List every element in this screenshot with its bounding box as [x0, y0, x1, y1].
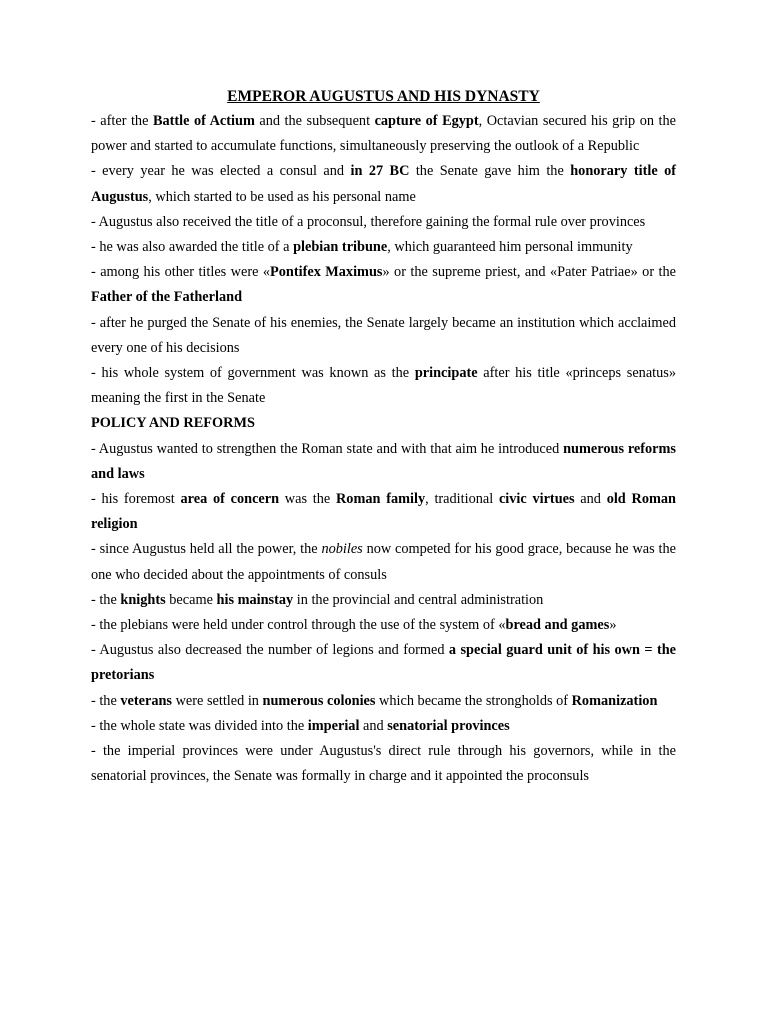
text-run: , which started to be used as his personal name — [148, 188, 416, 205]
document-page — [91, 84, 676, 789]
text-run: - Augustus wanted to strengthen the Roman state and with that aim he introduced — [91, 440, 564, 457]
text-run: - the plebians were held under control through the use of the system of « — [91, 617, 506, 634]
text-run: which became the strongholds of — [375, 692, 572, 709]
paragraph — [91, 311, 676, 361]
bold-text: bread and games — [505, 617, 610, 634]
bold-text: area of concern — [180, 491, 280, 508]
text-run: - his foremost — [91, 491, 181, 508]
bold-text: civic virtues — [498, 491, 575, 508]
text-run: was the — [279, 491, 336, 508]
text-run: - he was also awarded the title of a — [91, 239, 294, 256]
paragraph — [91, 613, 676, 638]
italic-text: nobiles — [321, 541, 363, 558]
text-run: - since Augustus held all the power, the — [91, 541, 322, 558]
bold-text: capture of Egypt — [374, 113, 479, 129]
paragraph — [91, 159, 676, 209]
text-run: - his whole system of government was known as the — [91, 365, 415, 382]
bold-text: Father of the Fatherland — [91, 289, 243, 306]
text-run: » — [609, 617, 617, 634]
bold-text: senatorial provinces — [387, 717, 510, 734]
section-policy-and-reforms — [91, 411, 676, 789]
paragraph — [91, 260, 676, 310]
bold-text: a special guard unit of his own = the pretorians — [91, 642, 676, 684]
bold-text: knights — [120, 591, 166, 608]
bold-text: Pontifex Maximus — [270, 264, 383, 281]
paragraph — [91, 109, 676, 159]
paragraph — [91, 638, 676, 688]
text-run: - Augustus also decreased the number of legions and formed — [91, 642, 449, 659]
text-run: became — [165, 591, 217, 608]
text-run: and — [574, 491, 607, 508]
paragraph — [91, 588, 676, 613]
section-heading: POLICY AND REFORMS — [91, 415, 255, 432]
paragraph — [91, 689, 676, 714]
text-run: - after the — [91, 113, 153, 129]
text-run: » or the supreme priest, and «Pater Patriae» or the — [382, 264, 676, 281]
bold-text: in 27 BC — [350, 163, 410, 180]
bold-text: plebian tribune — [293, 239, 388, 256]
bold-text: principate — [414, 365, 478, 382]
document-title: EMPEROR AUGUSTUS AND HIS DYNASTY — [227, 88, 540, 105]
paragraph — [91, 739, 676, 789]
text-run: the Senate gave him the — [409, 163, 571, 180]
text-run: - the — [91, 692, 121, 709]
paragraph — [91, 361, 676, 411]
text-run: - after he purged the Senate of his enemies, the Senate largely became an institution which acclaimed every one of his decisions — [91, 314, 676, 356]
text-run: - the whole state was divided into the — [91, 717, 308, 734]
text-run: , traditional — [425, 491, 499, 508]
text-run: , Octavian secured his grip on the power and started to accumulate functions, simultaneously preserving the outlook of a Republic — [91, 113, 676, 155]
bold-text: imperial — [307, 717, 360, 734]
text-run: were settled in — [172, 692, 263, 709]
text-run: - Augustus also received the title of a proconsul, therefore gaining the formal rule over provinces — [91, 213, 646, 230]
paragraph — [91, 210, 676, 235]
bold-text: veterans — [120, 692, 173, 709]
bold-text: his mainstay — [216, 591, 294, 608]
bold-text: Battle of Actium — [152, 113, 255, 129]
text-run: - the imperial provinces were under Augustus's direct rule through his governors, while in the senatorial provinces, the Senate was formally in charge and it appointed the proconsuls — [91, 743, 676, 785]
paragraph — [91, 437, 676, 487]
bold-text: honorary title of Augustus — [91, 163, 676, 205]
text-run: after his title «princeps senatus» meaning the first in the Senate — [91, 365, 676, 407]
text-run: in the provincial and central administration — [293, 591, 544, 608]
text-run: now competed for his good grace, because he was the one who decided about the appointments of consuls — [91, 541, 676, 583]
text-run: , which guaranteed him personal immunity — [387, 239, 633, 256]
bold-text: numerous colonies — [262, 692, 376, 709]
text-run: - the — [91, 591, 121, 608]
bold-text: old Roman religion — [91, 491, 676, 533]
text-run: and the subsequent — [254, 113, 375, 129]
paragraph — [91, 235, 676, 260]
text-run: and — [359, 717, 388, 734]
section-titles — [91, 109, 676, 411]
bold-text: Roman family — [335, 491, 426, 508]
paragraph — [91, 714, 676, 739]
bold-text: numerous reforms and laws — [91, 440, 676, 482]
paragraph — [91, 537, 676, 587]
paragraph — [91, 487, 676, 537]
text-run: - among his other titles were « — [91, 264, 271, 281]
bold-text: Romanization — [571, 692, 658, 709]
text-run: - every year he was elected a consul and — [91, 163, 351, 180]
